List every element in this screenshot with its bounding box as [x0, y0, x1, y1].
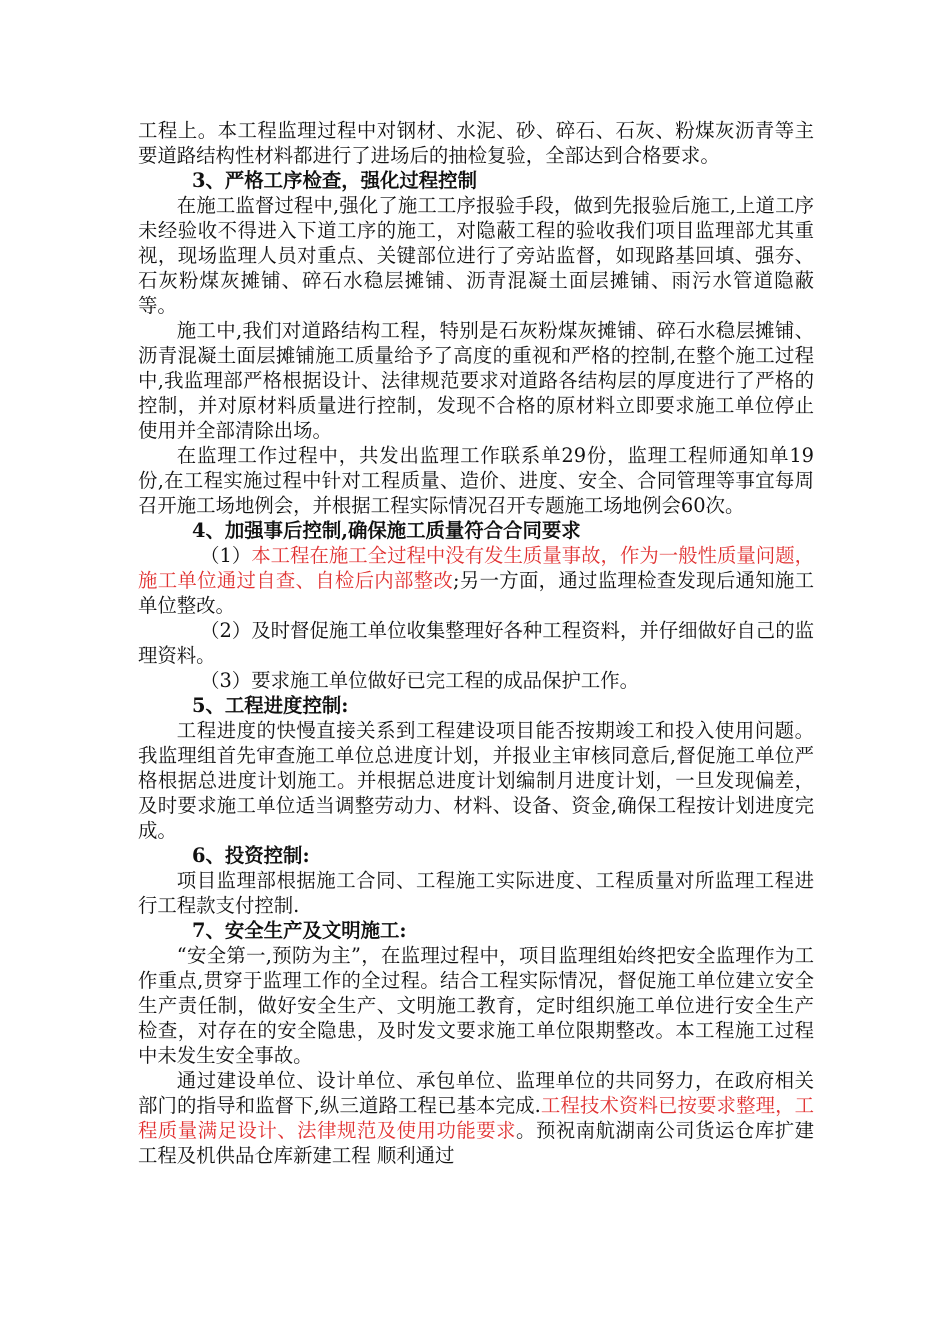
heading-post-control: 4、加强事后控制,确保施工质量符合合同要求 [192, 519, 581, 542]
item-1-highlight: 本工程在施工全过程中没有发生质量事故，作为一般性质量问题，施工单位通过自查、自检后内部整改 [138, 544, 815, 592]
paragraph-safety: “安全第一,预防为主”，在监理过程中，项目监理组始终把安全监理作为工作重点,贯穿于监理工作的全过程。结合工程实际情况，督促施工单位建立安全生产责任制，做好安全生产、文明施工教育，定时组织施工单位进行安全生产检查，对存在的安全隐患，及时发文要求施工单位限期整改。本工程施工过程中未发生安全事故。 [138, 944, 814, 1067]
paragraph-inspection: 在施工监督过程中,强化了施工工序报验手段，做到先报验后施工,上道工序未经验收不得进入下道工序的施工，对隐蔽工程的验收我们项目监理部尤其重视，现场监理人员对重点、关键部位进行了旁站监督，如现路基回填、强夯、石灰粉煤灰摊铺、碎石水稳层摊铺、沥青混凝土面层摊铺、雨污水管道隐蔽等。 [138, 194, 814, 317]
heading-investment-control: 6、投资控制: [192, 844, 310, 867]
heading-safety: 7、安全生产及文明施工: [192, 919, 407, 942]
paragraph-item-2: （2）及时督促施工单位收集整理好各种工程资料，并仔细做好自己的监理资料。 [138, 619, 814, 667]
paragraph-item-1 [138, 543, 814, 618]
paragraph-schedule: 工程进度的快慢直接关系到工程建设项目能否按期竣工和投入使用问题。我监理组首先审查施工单位总进度计划，并报业主审核同意后,督促施工单位严格根据总进度计划施工。并根据总进度计划编制月进度计划，一旦发现偏差，及时要求施工单位适当调整劳动力、材料、设备、资金,确保工程按计划进度完成。 [138, 719, 814, 842]
conclusion-rest: 。预祝南航湖南公司货运仓库扩建工程及机供品仓库新建工程 顺利通过 [138, 1119, 814, 1167]
paragraph-investment: 项目监理部根据施工合同、工程施工实际进度、工程质量对所监理工程进行工程款支付控制. [138, 869, 814, 917]
heading-schedule-control: 5、工程进度控制: [192, 694, 349, 717]
paragraph-meetings: 在监理工作过程中，共发出监理工作联系单29份，监理工程师通知单19份,在工程实施过程中针对工程质量、造价、进度、安全、合同管理等事宜每周召开施工场地例会，并根据工程实际情况召开专题施工场地例会60次。 [138, 444, 814, 517]
paragraph-structure: 施工中,我们对道路结构工程，特别是石灰粉煤灰摊铺、碎石水稳层摊铺、沥青混凝土面层摊铺施工质量给予了高度的重视和严格的控制,在整个施工过程中,我监理部严格根据设计、法律规范要求对道路各结构层的厚度进行了严格的控制，并对原材料质量进行控制，发现不合格的原材料立即要求施工单位停止使用并全部清除出场。 [138, 319, 814, 442]
paragraph-conclusion [138, 1068, 814, 1168]
document-page [138, 118, 814, 1168]
conclusion-text: 通过建设单位、设计单位、承包单位、监理单位的共同努力，在政府相关部门的指导和监督下,纵三道路工程已基本完成. [138, 1069, 814, 1117]
paragraph-materials: 工程上。本工程监理过程中对钢材、水泥、砂、碎石、石灰、粉煤灰沥青等主要道路结构性材料都进行了进场后的抽检复验，全部达到合格要求。 [138, 119, 814, 167]
conclusion-highlight: 工程技术资料已按要求整理，工程质量满足设计、法律规范及使用功能要求 [138, 1094, 815, 1142]
paragraph-item-3: （3）要求施工单位做好已完工程的成品保护工作。 [200, 669, 640, 692]
heading-process-control: 3、严格工序检查，强化过程控制 [192, 169, 477, 192]
item-1-number: （1） [200, 544, 252, 567]
item-1-rest: ;另一方面，通过监理检查发现后通知施工单位整改。 [138, 569, 814, 617]
